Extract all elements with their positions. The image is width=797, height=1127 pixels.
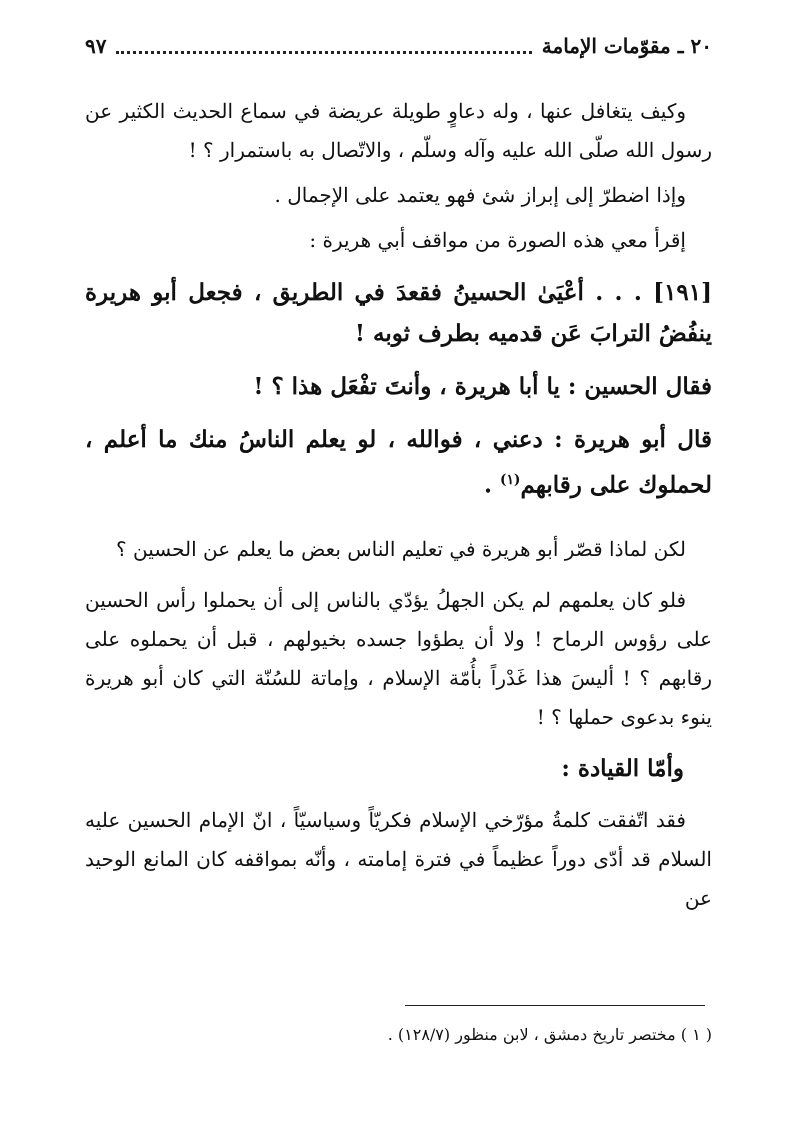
paragraph-1: وكيف يتغافل عنها ، وله دعاوٍ طويلة عريضة في سماع الحديث الكثير عن رسول الله صلّى الله عليه وآله وسلّم ، والاتّصال به باستمرار ؟ ! — [85, 99, 712, 162]
paragraph-4: لكن لماذا قصّر أبو هريرة في تعليم الناس بعض ما يعلم عن الحسين ؟ — [116, 536, 686, 561]
paragraph-5: فلو كان يعلمهم لم يكن الجهلُ يؤدّي بالناس إلى أن يحملوا رأس الحسين على رؤوس الرماح ! ولا أن يطؤوا جسده بخيولهم ، قبل أن يحملوه على رقابهم ؟ ! أليسَ هذا غَدْراً بأُمّة الإسلام ، وإماتة للسُنّة التي كان أبو هريرة ينوء بدعوى حملها ؟ ! — [85, 587, 712, 729]
section-heading: وأمّا القيادة : — [561, 754, 684, 782]
quote-1: [١٩١] . . . أعْيَىٰ الحسينُ فقعدَ في الطريق ، فجعل أبو هريرة ينفُضُ الترابَ عَن قدميه بطرف ثوبه ! — [85, 279, 712, 347]
quote-3-end: . — [483, 471, 500, 499]
running-header — [85, 26, 712, 66]
footnote-reference: (١) — [499, 472, 521, 488]
footnote: ( ١ ) مختصر تاريخ دمشق ، لابن منظور (١٢٨/٧) . — [387, 1025, 712, 1044]
page-body — [85, 92, 712, 918]
quote-3 — [85, 419, 712, 506]
paragraph-2: وإذا اضطرّ إلى إبراز شئ فهو يعتمد على الإجمال . — [274, 183, 686, 207]
quote-2: فقال الحسين : يا أبا هريرة ، وأنتَ تفْعَل هذا ؟ ! — [253, 373, 712, 400]
paragraph-3: إقرأ معي هذه الصورة من مواقف أبي هريرة : — [309, 228, 686, 252]
page-number: ٩٧ — [85, 34, 107, 58]
header-title: ٢٠ ـ مقوّمات الإمامة — [541, 34, 712, 58]
paragraph-6: فقد اتّفقت كلمةُ مؤرّخي الإسلام فكريّاً وسياسيّاً ، انّ الإمام الحسين عليه السلام قد أدّى دوراً عظيماً في فترة إمامته ، وأنّه بمواقفه كان المانع الوحيد عن — [85, 807, 712, 910]
header-dot-leader — [116, 51, 531, 54]
quote-3-text: قال أبو هريرة : دعني ، فوالله ، لو يعلم الناسُ منك ما أعلم ، لحملوك على رقابهم — [85, 426, 712, 499]
footnote-divider — [405, 1005, 705, 1006]
